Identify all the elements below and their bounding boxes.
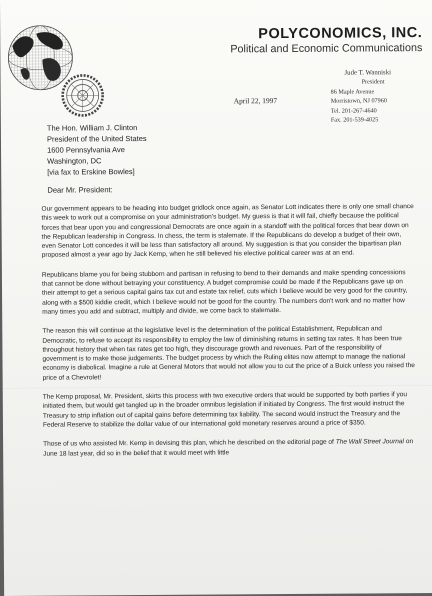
globe-and-gears-logo xyxy=(2,21,115,122)
body-paragraph: Republicans blame you for being stubborn and partisan in refusing to bend to their demands and make spending concessions that cannot be done without betraying your constituency. A budget compromise could be made if the Republicans gave up on their attempt to get a serious capital gains tax cut and estate tax relief, cuts which I believe would be very good for the country, along with a $500 kiddie credit, which I believe would not be good for the country. The numbers don't work and no matter how many times you add and subtract, multiply and divide, we come back to stalemate. xyxy=(41,268,408,316)
company-name: POLYCONOMICS, INC. xyxy=(258,25,423,43)
recipient-line: President of the United States xyxy=(46,133,147,144)
paragraph-text: Those of us who assisted Mr. Kemp in devising this plan, which he described on the editorial page of xyxy=(43,438,336,448)
contact-line: Jude T. Wanniski xyxy=(344,69,392,77)
letter-body xyxy=(41,202,418,468)
body-paragraph: Our government appears to be heading into budget gridlock once again, as Senator Lott indicates there is only one small chance this week to work out a compromise on your administration's budget. My guess is that it will fail, chiefly because the political forces that bear upon you and congressional Democrats are once again in a standoff with the political forces that bear down on the Republican leadership in Congress. In chess, the term is stalemate. If the Republicans do develop a budget of their own, even Senator Lott concedes it will be less than satisfactory all around. My suggestion is that you consider the bipartisan plan proposed almost a year ago by Jack Kemp, when he still believed his elective political career was at an end. xyxy=(41,203,414,260)
letterhead xyxy=(230,25,422,55)
body-paragraph: The Kemp proposal, Mr. President, skirts this process with two executive orders that would be supported by both parties if you initiated them, but would get tangled up in the broader omnibus legislation if initiated by Congress. The first would instruct the Treasury to strip inflation out of capital gains before determining tax liability. The second would instruct the Treasury and the Federal Reserve to stabilize the dollar value of our international gold monetary reserves around a price of $350. xyxy=(42,391,408,429)
contact-line: Fax. 201-539-4025 xyxy=(330,116,379,124)
letter-date: April 22, 1997 xyxy=(233,96,278,106)
contact-line: Morristown, NJ 07960 xyxy=(330,97,387,105)
recipient-address xyxy=(47,122,147,178)
recipient-line: The Hon. William J. Clinton xyxy=(46,123,138,133)
paragraph-text: on June 18 last year, did so in the belief that it would meet with little xyxy=(43,438,414,458)
body-paragraph: The reason this will continue at the legislative level is the determination of the political Establishment, Republican and Democratic, to refuse to accept its responsibility to employ the law of diminishing returns in setting tax rates. It has been true throughout history that when tax rates get too high, they discourage growth and revenues. Part of the responsibility of government is to make those judgements. The budget process by which the Ruling elites now attempt to manage the national economy is diabolical. Imagine a rule at General Motors that would not allow you to cut the price of a Buick unless you raised the price of a Chevrolet! xyxy=(42,325,415,382)
recipient-line: Washington, DC xyxy=(47,156,102,166)
salutation: Dear Mr. President: xyxy=(47,185,113,195)
company-tagline: Political and Economic Communications xyxy=(230,42,423,56)
contact-line: President xyxy=(361,78,385,86)
recipient-line: 1600 Pennsylvania Ave xyxy=(47,145,125,155)
body-paragraph-last xyxy=(43,437,418,458)
recipient-line: [via fax to Erskine Bowles] xyxy=(47,167,135,177)
contact-line: 86 Maple Avenue xyxy=(330,88,375,96)
contact-block xyxy=(308,68,418,125)
contact-line: Tel. 201-267-4640 xyxy=(330,106,377,115)
publication-name: The Wall Street Journal xyxy=(335,438,405,446)
